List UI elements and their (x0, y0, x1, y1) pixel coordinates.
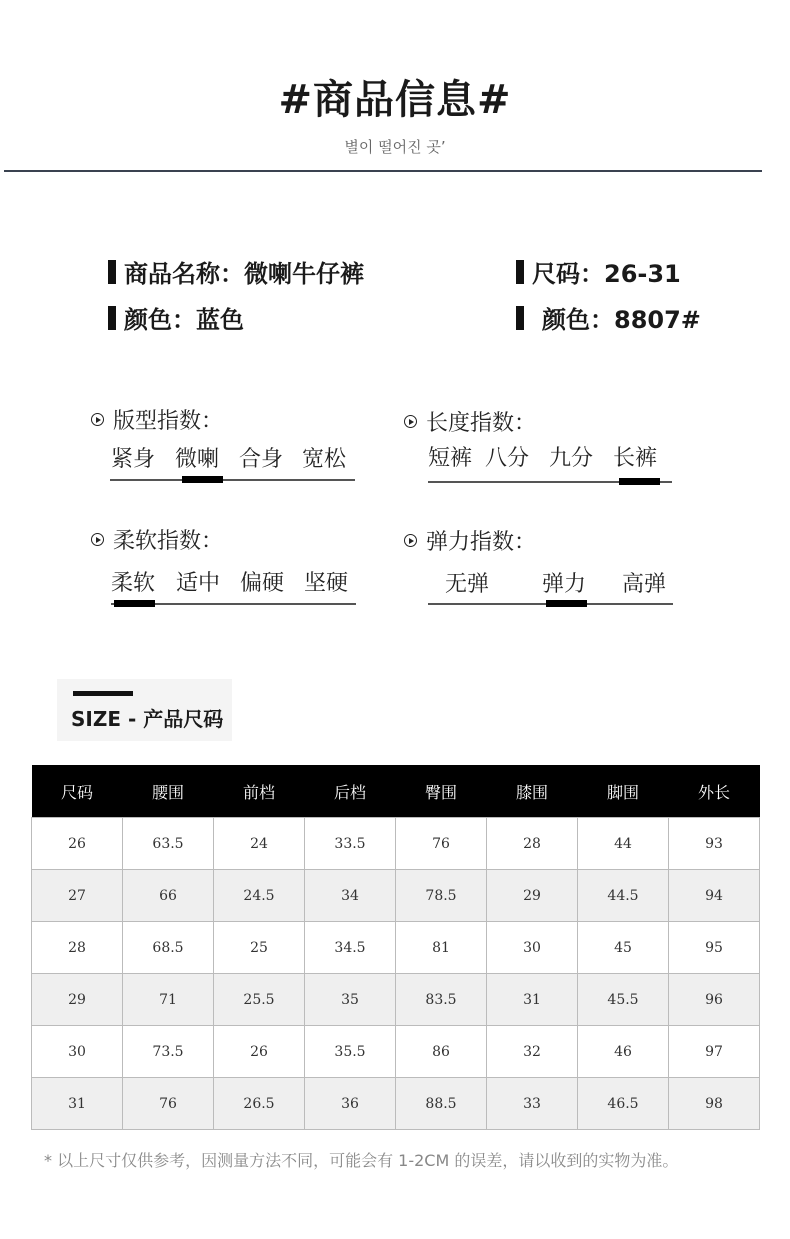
table-cell: 44 (578, 818, 669, 870)
table-row (32, 870, 760, 922)
elasticity-index-marker (546, 600, 587, 607)
table-row (32, 1026, 760, 1078)
table-cell: 29 (32, 974, 123, 1026)
size-section-heading (57, 679, 232, 741)
fit-index-marker (182, 476, 223, 483)
bullet-bar (516, 306, 524, 330)
table-row (32, 922, 760, 974)
table-cell: 28 (487, 818, 578, 870)
table-cell: 46 (578, 1026, 669, 1078)
table-row (32, 1078, 760, 1130)
table-cell: 31 (32, 1078, 123, 1130)
table-cell: 24 (214, 818, 305, 870)
product-name-text: 商品名称：微喇牛仔裤 (124, 260, 364, 288)
table-cell: 45.5 (578, 974, 669, 1026)
table-cell: 83.5 (396, 974, 487, 1026)
table-cell: 32 (487, 1026, 578, 1078)
table-cell: 71 (123, 974, 214, 1026)
info-color-code (516, 300, 701, 335)
softness-option: 偏硬 (240, 571, 285, 596)
column-header: 腰围 (123, 765, 214, 818)
measurement-footnote: * 以上尺寸仅供参考，因测量方法不同，可能会有 1-2CM 的误差，请以收到的实物为准。 (44, 1151, 679, 1170)
elasticity-option: 弹力 (542, 572, 587, 597)
table-cell: 26 (214, 1026, 305, 1078)
table-cell: 44.5 (578, 870, 669, 922)
play-circle-icon (91, 413, 104, 426)
table-row (32, 818, 760, 870)
header-divider (4, 170, 762, 172)
size-section-title: SIZE - 产品尺码 (71, 707, 224, 731)
heading-rule (73, 691, 133, 696)
table-cell: 46.5 (578, 1078, 669, 1130)
column-header: 臀围 (396, 765, 487, 818)
table-cell: 29 (487, 870, 578, 922)
table-cell: 73.5 (123, 1026, 214, 1078)
color-text: 颜色：蓝色 (124, 306, 244, 334)
elasticity-option: 无弹 (445, 572, 490, 597)
info-color (108, 300, 244, 335)
info-product-name (108, 254, 364, 289)
table-cell: 35 (305, 974, 396, 1026)
bullet-bar (516, 260, 524, 284)
length-option: 八分 (485, 446, 530, 471)
play-circle-icon (404, 534, 417, 547)
column-header: 前档 (214, 765, 305, 818)
table-cell: 45 (578, 922, 669, 974)
table-cell: 24.5 (214, 870, 305, 922)
color-code-text: 颜色：8807# (542, 306, 701, 334)
table-cell: 86 (396, 1026, 487, 1078)
table-cell: 88.5 (396, 1078, 487, 1130)
table-cell: 28 (32, 922, 123, 974)
table-cell: 33 (487, 1078, 578, 1130)
softness-option: 适中 (176, 571, 221, 596)
softness-index-title: 柔软指数： (91, 524, 223, 555)
fit-option: 微喇 (175, 447, 220, 472)
table-cell: 96 (669, 974, 760, 1026)
size-range-text: 尺码：26-31 (532, 260, 681, 288)
column-header: 膝围 (487, 765, 578, 818)
table-cell: 98 (669, 1078, 760, 1130)
bullet-bar (108, 306, 116, 330)
table-cell: 25 (214, 922, 305, 974)
softness-index-marker (114, 600, 155, 607)
table-cell: 94 (669, 870, 760, 922)
table-cell: 36 (305, 1078, 396, 1130)
table-cell: 97 (669, 1026, 760, 1078)
bullet-bar (108, 260, 116, 284)
table-cell: 25.5 (214, 974, 305, 1026)
table-cell: 76 (123, 1078, 214, 1130)
table-cell: 34 (305, 870, 396, 922)
length-index-marker (619, 478, 660, 485)
play-circle-icon (404, 415, 417, 428)
page-title: #商品信息# (278, 77, 512, 123)
table-cell: 33.5 (305, 818, 396, 870)
table-row (32, 974, 760, 1026)
fit-option: 紧身 (111, 447, 156, 472)
table-header-row (32, 765, 760, 818)
column-header: 尺码 (32, 765, 123, 818)
size-table (31, 765, 760, 1130)
table-cell: 27 (32, 870, 123, 922)
table-cell: 66 (123, 870, 214, 922)
fit-option: 合身 (239, 447, 284, 472)
length-option: 长裤 (613, 446, 658, 471)
table-cell: 81 (396, 922, 487, 974)
table-cell: 35.5 (305, 1026, 396, 1078)
table-cell: 34.5 (305, 922, 396, 974)
table-cell: 30 (32, 1026, 123, 1078)
table-cell: 76 (396, 818, 487, 870)
column-header: 脚围 (578, 765, 669, 818)
fit-index-title: 版型指数： (91, 404, 223, 435)
column-header: 外长 (669, 765, 760, 818)
fit-option: 宽松 (302, 447, 347, 472)
table-cell: 93 (669, 818, 760, 870)
column-header: 后档 (305, 765, 396, 818)
elasticity-option: 高弹 (622, 572, 667, 597)
softness-option: 柔软 (111, 571, 156, 596)
softness-option: 坚硬 (304, 571, 349, 596)
page-subtitle: 별이 떨어진 곳’ (344, 138, 446, 156)
length-option: 短裤 (428, 446, 473, 471)
table-cell: 26.5 (214, 1078, 305, 1130)
table-cell: 63.5 (123, 818, 214, 870)
length-index-title: 长度指数： (404, 406, 536, 437)
table-cell: 31 (487, 974, 578, 1026)
table-cell: 26 (32, 818, 123, 870)
fit-index-track (110, 479, 355, 481)
play-circle-icon (91, 533, 104, 546)
table-cell: 78.5 (396, 870, 487, 922)
table-cell: 95 (669, 922, 760, 974)
table-cell: 30 (487, 922, 578, 974)
length-option: 九分 (549, 446, 594, 471)
table-cell: 68.5 (123, 922, 214, 974)
elasticity-index-title: 弹力指数： (404, 525, 536, 556)
info-size (516, 254, 681, 289)
